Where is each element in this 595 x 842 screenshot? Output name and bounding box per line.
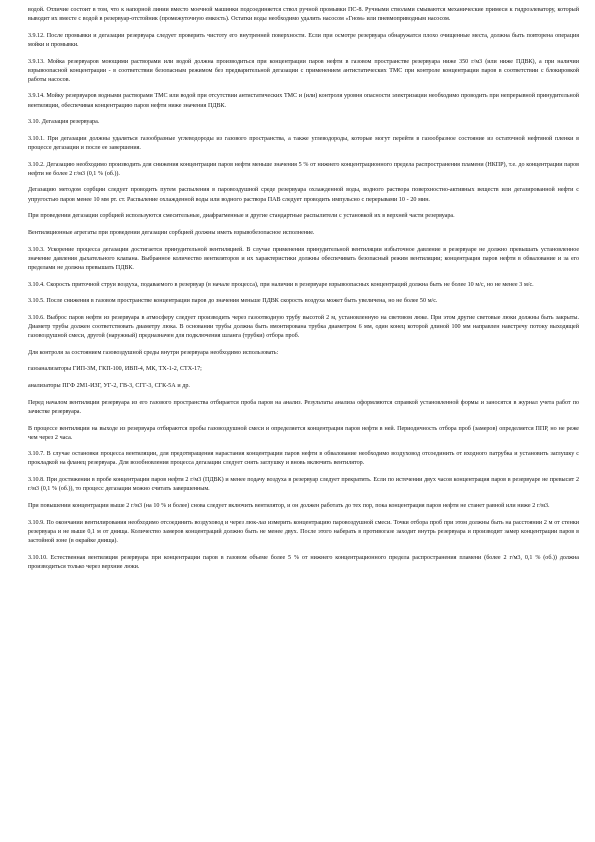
paragraph: При проведении дегазации сорбцией используются смесительные, диафрагменные и другие стандартные распылители с установкой их в верхней части резервуара. [28,213,455,220]
paragraph: 3.9.12. После промывки и дегазации резервуара следует проверить чистоту его внутренней поверхности. Если при осмотре резервуара обнаружатся плохо очищенные места, должна быть повторена операция мойки и промывки. [28,32,579,48]
paragraph: 3.9.14. Мойку резервуаров водными растворами ТМС или водой при отсутствии антистатических ТМС и (или) контроля уровня опасности электризации необходимо проводить при непрерывной принудительной вентиляции, обеспечивая концентрацию паров нефти ниже значения ПДВК. [28,93,579,109]
paragraph: 3.10.6. Выброс паров нефти из резервуара в атмосферу следует производить через газоотводную трубу высотой 2 м, установленную на световом люке. При этом другие световые люки должны быть закрыты. Диаметр трубы должен соответствовать диаметру люка. В основании трубы должна быть вмонтирована трубка диаметром 6 мм, один конец которой длиной 100 мм направлен навстречу потоку выходящей газовоздушной смеси, другой (наружный) предназначен для подключения шланга (трубки) отбора проб. [28,314,579,340]
list-item: газоанализаторы ГИП-3М, ГКП-100, ИВП-4, МК, ТХ-1-2, СТХ-17; [28,366,202,373]
list-item: анализаторы ПГФ 2М1-ИЗГ, УГ-2, ГВ-3, СГГ-3, СГК-5А и др. [28,383,190,390]
paragraph: 3.10.5. После снижения в газовом пространстве концентрации паров до значения меньше ПДВК скорость воздуха может быть увеличена, но не более 50 м/с. [28,298,438,305]
paragraph: 3.10.10. Естественная вентиляция резервуара при концентрации паров в газовом объеме более 5 % от нижнего концентрационного предела распространения пламени (более 2 г/м3, 0,1 % (об.)) должна производиться только через верхние люки. [28,554,579,570]
paragraph: 3.10.7. В случае остановки процесса вентиляции, для предотвращения нарастания концентрации паров нефти в обвалование необходимо воздуховод отсоединить от входного патрубка и установить заглушку с прокладкой на фланец резервуара. Для возобновления процесса дегазации следует снять заглушку и вновь включить вентилятор. [28,451,579,467]
paragraph: 3.9.13. Мойка резервуаров моющими растворами или водой должна производиться при концентрации паров нефти в газовом пространстве резервуара ниже 350 г/м3 (или ниже ПДВК), а при наличии взрывоопасной концентрации - в соответствии безопасным режимом без предварительной дегазации с применением антистатических ТМС при контроле концентрации паров в соответствии с блокировкой работы насосов. [28,58,579,83]
paragraph: В процессе вентиляции на выходе из резервуара отбираются пробы газовоздушной смеси и определяется концентрация паров нефти в ней. Периодичность отбора проб (замеров) определяется ППР, но не реже чем через 2 часа. [28,425,579,441]
paragraph: 3.10.9. По окончании вентилирования необходимо отсоединить воздуховод и через люк-лаз измерить концентрацию паровоздушной смеси. Точки отбора проб при этом должны быть на расстоянии 2 м от стенки резервуара и не выше 0,1 м от днища. Количество замеров концентраций должно быть не менее двух. После этого наберать в противогазе заходит внутрь резервуара и производит замер концентрации паров в застойной зоне (в окрайке днища). [28,519,579,544]
paragraph: 3.10.3. Ускорение процесса дегазации достигается принудительной вентиляцией. В случае применения принудительной вентиляции избыточное давление в резервуаре не должно превышать установленное значение давления дыхательного клапана. Выбранное количество вентиляторов и их характеристики должны обеспечивать безопасный режим вентиляции; концентрация паров нефти в обвалование и за его пределами не должна превышать ПДВК. [28,246,579,271]
paragraph: Для контроля за состоянием газовоздушной среды внутри резервуара необходимо использовать: [28,349,279,356]
paragraph: 3.10.8. При достижении в пробе концентрации паров нефти 2 г/м3 (ПДВК) и менее подачу воздуха в резервуар следует прекратить. Если по истечении двух часов концентрация паров в резервуаре не превысит 2 г/м3 (0,1 % (об.)), то процесс дегазации можно считать завершенным. [28,477,579,493]
paragraph: Перед началом вентиляции резервуара из его газового пространства отбирается проба паров на анализ. Результаты анализа оформляются справкой установленной формы и заносятся в журнал учета работ по зачистке резервуара. [28,399,579,415]
paragraph: 3.10.4. Скорость приточной струи воздуха, подаваемого в резервуар (в начале процесса), при наличии в резервуаре взрывоопасных концентраций должна быть не более 10 м/с, но не менее 3 м/с. [28,281,534,288]
paragraph: водой. Отличие состоит в том, что к напорной линии вместо моечной машинки подсоединяется ствол ручной промывки ПС-8. Ручными стволами смываются механические примеси к гидроэлеватору, который выводит их вместе с водой в резервуар-отстойник (промежуточную емкость). Остатки воды необходимо удалить насосом «Гном» или пневмоприводным насосом. [28,7,579,23]
paragraph: Дегазацию методом сорбции следует проводить путем распыления в паровоздушной среде резервуара охлажденной воды, водного раствора поверхностно-активных веществ или дегазированной нефти с упругостью паров менее 10 мм рт. ст. Распыление охлажденной воды или водного раствора ПАВ следует проводить импульсно с перерывами 10 - 20 мин. [28,187,579,203]
paragraph: Вентиляционные агрегаты при проведении дегазации сорбцией должны иметь взрывобезопасное исполнение. [28,229,315,236]
paragraph: 3.10.1. При дегазации должны удаляться газообразные углеводороды из газового пространства, а также углеводороды, которые могут перейти в газообразное состояние из остаточной нефтяной пленки в процессе дегазации и после ее завершения. [28,135,579,151]
paragraph: 3.10.2. Дегазацию необходимо производить для снижения концентрации паров нефти меньше значения 5 % от нижнего концентрационного предела распространения пламени (НКПР), т.е. до концентрации паров нефти не более 2 г/м3 (0,1 % (об.)). [28,161,579,177]
section-heading: 3.10. Дегазация резервуара. [28,119,100,126]
paragraph: При повышении концентрации выше 2 г/м3 (на 10 % и более) снова следует включить вентилятор, и он должен работать до тех пор, пока концентрация паров нефти не станет равной или ниже 2 г/м3. [28,502,550,509]
